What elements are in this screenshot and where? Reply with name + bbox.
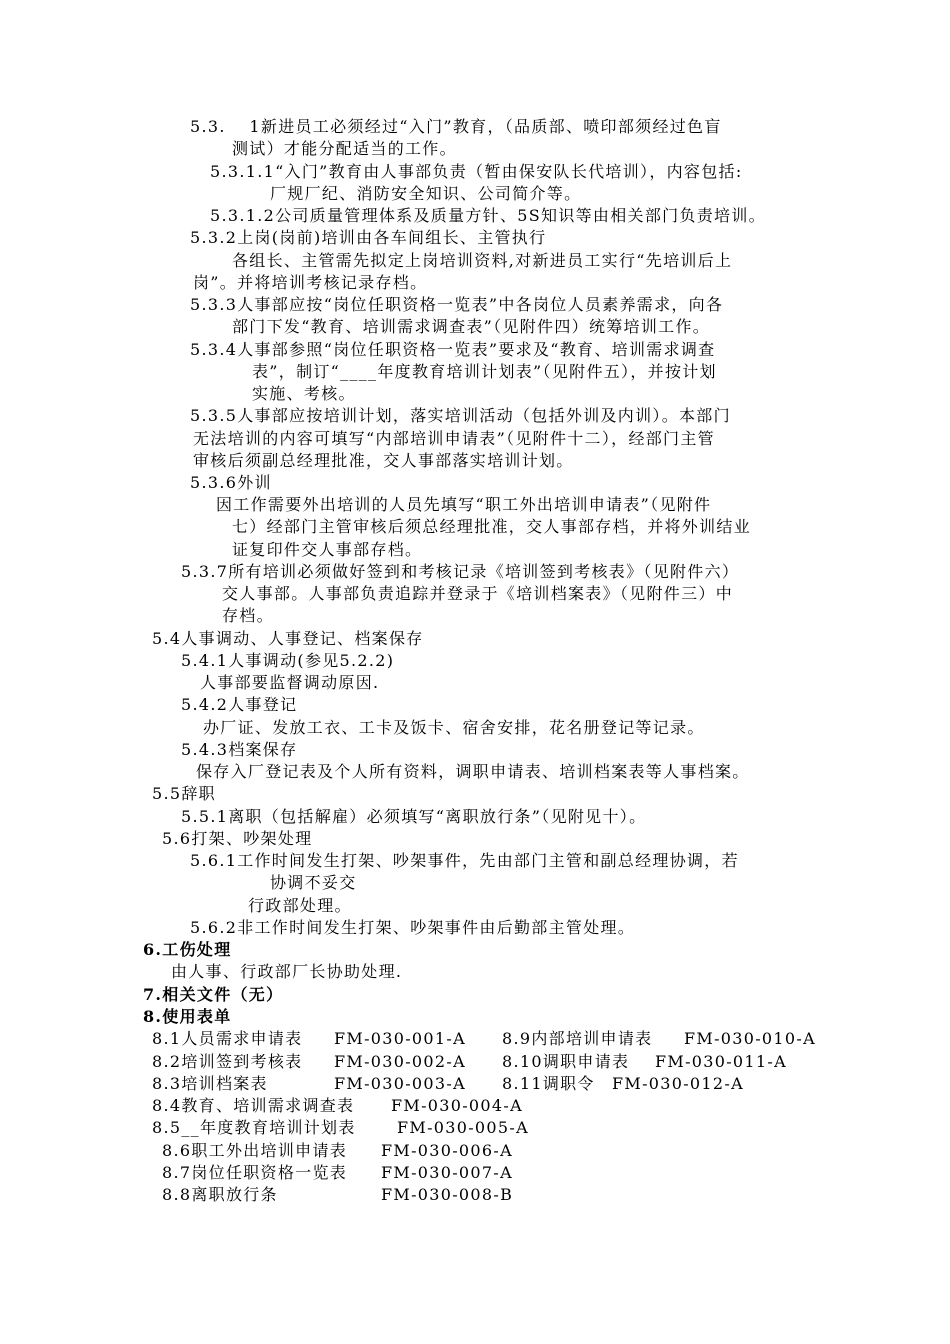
form-code: FM-030-012-A bbox=[612, 1074, 744, 1093]
form-list-item: 8.4教育、培训需求调查表 bbox=[152, 1096, 355, 1115]
para-5-3-6-title: 5.3.6外训 bbox=[190, 473, 272, 492]
form-code: FM-030-006-A bbox=[381, 1141, 513, 1160]
form-list-item: 8.7岗位任职资格一览表 bbox=[162, 1163, 348, 1182]
para-5-6-2: 5.6.2非工作时间发生打架、吵架事件由后勤部主管处理。 bbox=[190, 918, 636, 937]
para-5-4-1-body: 人事部要监督调动原因. bbox=[200, 673, 380, 692]
form-list-item: 8.5__年度教育培训计划表 bbox=[152, 1118, 356, 1137]
form-code: FM-030-008-B bbox=[381, 1185, 514, 1204]
form-code: FM-030-003-A bbox=[334, 1074, 466, 1093]
para-5-4-2-body: 办厂证、发放工衣、工卡及饭卡、宿舍安排，花名册登记等记录。 bbox=[203, 718, 705, 737]
para-5-3-5-line3: 审核后须副总经理批准，交人事部落实培训计划。 bbox=[193, 451, 574, 470]
form-list-item: 8.8离职放行条 bbox=[162, 1185, 278, 1204]
form-list-item: 8.3培训档案表 bbox=[152, 1074, 268, 1093]
para-5-3-1-1-line2: 厂规厂纪、消防安全知识、公司简介等。 bbox=[270, 184, 582, 203]
section-8-title: 8.使用表单 bbox=[143, 1007, 232, 1026]
form-code: FM-030-001-A bbox=[334, 1029, 466, 1048]
para-5-3-2-line1: 各组长、主管需先拟定上岗培训资料,对新进员工实行“先培训后上 bbox=[232, 251, 733, 270]
para-5-3-5-line2: 无法培训的内容可填写“内部培训申请表”（见附件十二），经部门主管 bbox=[193, 429, 715, 448]
para-5-3-6-line3: 证复印件交人事部存档。 bbox=[232, 540, 423, 559]
para-5-3-2-title: 5.3.2上岗(岗前)培训由各车间组长、主管执行 bbox=[190, 228, 547, 247]
para-5-3-line1: 5.3. 1新进员工必须经过“入门”教育，（品质部、喷印部须经过色盲 bbox=[190, 117, 722, 136]
para-5-3-5-line1: 5.3.5人事部应按培训计划，落实培训活动（包括外训及内训）。本部门 bbox=[190, 406, 731, 425]
section-5-4-title: 5.4人事调动、人事登记、档案保存 bbox=[152, 629, 424, 648]
form-list-item: 8.11调职令 bbox=[502, 1074, 595, 1093]
para-5-3-4-line3: 实施、考核。 bbox=[252, 384, 356, 403]
para-5-4-3-body: 保存入厂登记表及个人所有资料，调职申请表、培训档案表等人事档案。 bbox=[196, 762, 750, 781]
para-5-4-2-title: 5.4.2人事登记 bbox=[181, 695, 298, 714]
para-5-3-1-1-line1: 5.3.1.1“入门”教育由人事部负责（暂由保安队长代培训），内容包括: bbox=[210, 162, 743, 181]
para-5-3-6-line2: 七）经部门主管审核后须总经理批准，交人事部存档，并将外训结业 bbox=[232, 517, 752, 536]
section-6-body: 由人事、行政部厂长协助处理. bbox=[171, 962, 403, 981]
para-5-3-2-line2: 岗”。并将培训考核记录存档。 bbox=[193, 273, 428, 292]
para-5-4-3-title: 5.4.3档案保存 bbox=[181, 740, 298, 759]
para-5-4-1-title: 5.4.1人事调动(参见5.2.2) bbox=[181, 651, 395, 670]
para-5-6-1-line3: 行政部处理。 bbox=[248, 896, 352, 915]
form-list-item: 8.9内部培训申请表 bbox=[502, 1029, 653, 1048]
para-5-3-3-line1: 5.3.3人事部应按“岗位任职资格一览表”中各岗位人员素养需求，向各 bbox=[190, 295, 724, 314]
form-code: FM-030-010-A bbox=[684, 1029, 816, 1048]
form-list-item: 8.2培训签到考核表 bbox=[152, 1052, 303, 1071]
form-code: FM-030-007-A bbox=[381, 1163, 513, 1182]
section-5-5-title: 5.5辞职 bbox=[152, 784, 216, 803]
para-5-3-1-2: 5.3.1.2公司质量管理体系及质量方针、5S知识等由相关部门负责培训。 bbox=[210, 206, 766, 225]
form-code: FM-030-005-A bbox=[397, 1118, 529, 1137]
para-5-6-1-line1: 5.6.1工作时间发生打架、吵架事件，先由部门主管和副总经理协调，若 bbox=[190, 851, 739, 870]
para-5-3-7-line3: 存档。 bbox=[222, 606, 274, 625]
form-list-item: 8.10调职申请表 bbox=[502, 1052, 630, 1071]
para-5-3-3-line2: 部门下发“教育、培训需求调查表”（见附件四）统筹培训工作。 bbox=[232, 317, 711, 336]
form-code: FM-030-011-A bbox=[655, 1052, 787, 1071]
para-5-3-4-line2: 表”，制订“____年度教育培训计划表”（见附件五），并按计划 bbox=[252, 362, 717, 381]
form-code: FM-030-002-A bbox=[334, 1052, 466, 1071]
form-code: FM-030-004-A bbox=[391, 1096, 523, 1115]
para-5-3-6-line1: 因工作需要外出培训的人员先填写“职工外出培训申请表”（见附件 bbox=[216, 495, 712, 514]
para-5-6-1-line2: 协调不妥交 bbox=[270, 873, 357, 892]
para-5-3-line2: 测试）才能分配适当的工作。 bbox=[232, 139, 457, 158]
form-list-item: 8.1人员需求申请表 bbox=[152, 1029, 303, 1048]
form-list-item: 8.6职工外出培训申请表 bbox=[162, 1141, 348, 1160]
para-5-3-7-line2: 交人事部。人事部负责追踪并登录于《培训档案表》（见附件三）中 bbox=[222, 584, 734, 603]
para-5-5-1: 5.5.1离职（包括解雇）必须填写“离职放行条”（见附见十）。 bbox=[181, 807, 647, 826]
section-7-title: 7.相关文件（无） bbox=[143, 985, 284, 1004]
section-6-title: 6.工伤处理 bbox=[143, 940, 232, 959]
para-5-3-4-line1: 5.3.4人事部参照“岗位任职资格一览表”要求及“教育、培训需求调查 bbox=[190, 340, 716, 359]
para-5-3-7-line1: 5.3.7所有培训必须做好签到和考核记录《培训签到考核表》（见附件六） bbox=[181, 562, 740, 581]
section-5-6-title: 5.6打架、吵架处理 bbox=[162, 829, 313, 848]
